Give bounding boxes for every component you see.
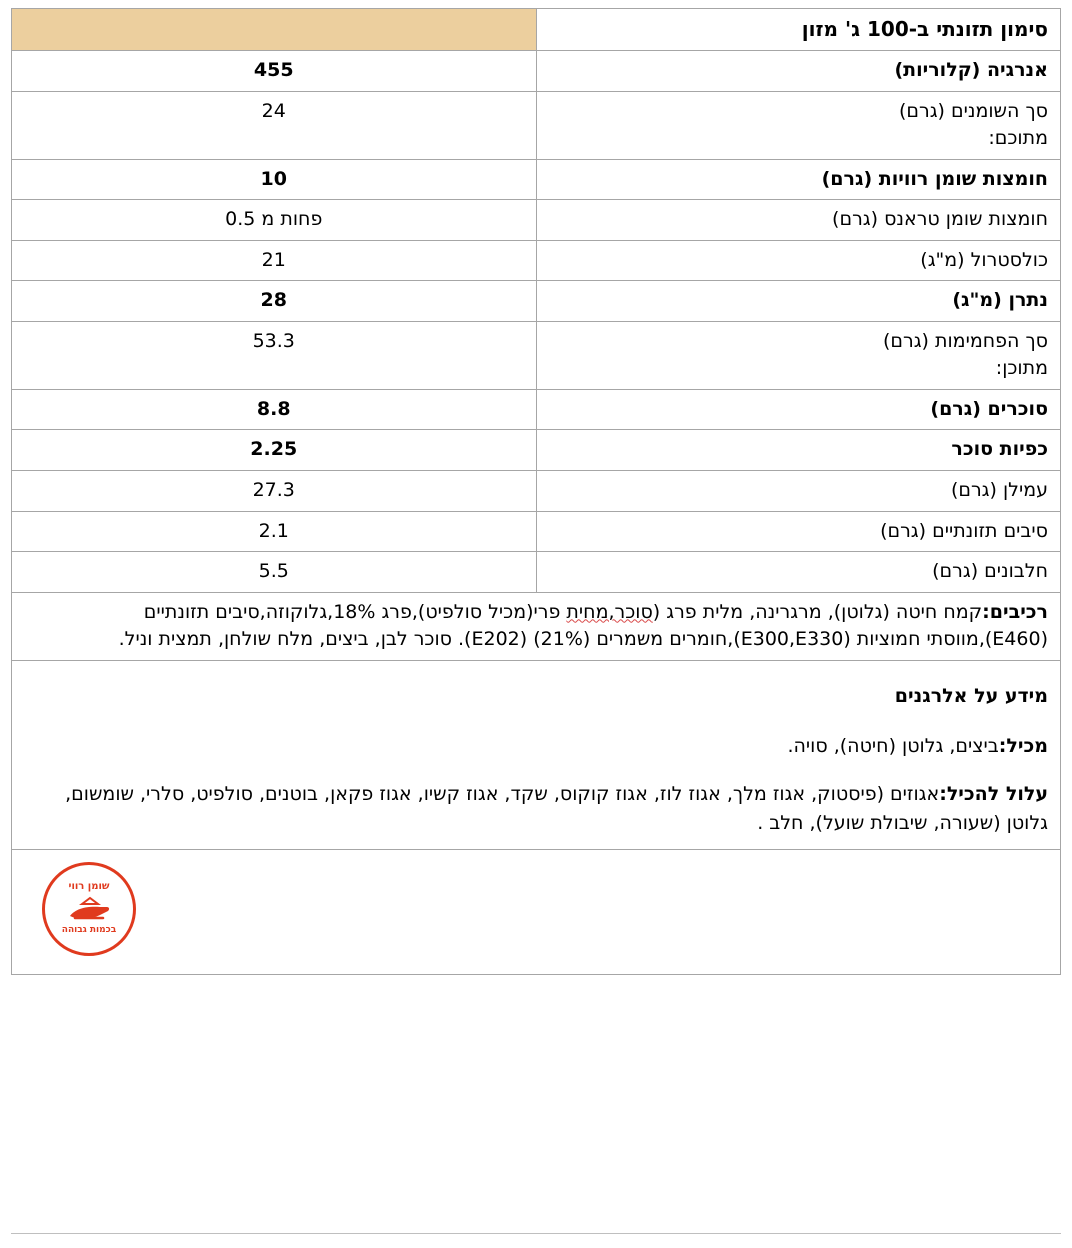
table-row bbox=[12, 91, 1061, 159]
page-bottom-divider bbox=[11, 1233, 1061, 1234]
allergens-may-contain-text: אגוזים (פיסטוק, אגוז מלך, אגוז לוז, אגוז קוקוס, שקד, אגוז קשיו, אגוז פקאן, בוטנים, סולפיט, סלרי, שומשום, גלוטן (שעורה, שיבולת שועל), חלב . bbox=[65, 782, 1048, 835]
stamp-cell bbox=[12, 849, 1061, 974]
nutrition-label-page bbox=[0, 8, 1072, 1248]
table-row bbox=[12, 552, 1061, 593]
row-label bbox=[536, 321, 1061, 389]
allergens-contains-line bbox=[24, 732, 1048, 761]
row-label: אנרגיה (קלוריות) bbox=[536, 51, 1061, 92]
table-row bbox=[12, 281, 1061, 322]
row-label: חלבונים (גרם) bbox=[536, 552, 1061, 593]
row-label: חומצות שומן טראנס (גרם) bbox=[536, 200, 1061, 241]
header-title-cell: סימון תזונתי ב-100 ג' מזון bbox=[536, 9, 1061, 51]
stamp-row bbox=[12, 849, 1061, 974]
nutrition-table-body bbox=[12, 9, 1061, 975]
row-label: חומצות שומן רוויות (גרם) bbox=[536, 159, 1061, 200]
row-label: כולסטרול (מ"ג) bbox=[536, 240, 1061, 281]
allergens-contains-separator: : bbox=[998, 735, 1007, 758]
row-label-note: מתוכן: bbox=[995, 357, 1048, 380]
row-label: עמילן (גרם) bbox=[536, 471, 1061, 512]
ingredients-title: רכיבים bbox=[989, 600, 1048, 623]
row-label-note: מתוכם: bbox=[988, 127, 1048, 150]
allergens-title: מידע על אלרגנים bbox=[894, 684, 1048, 707]
header-swatch-cell bbox=[12, 9, 537, 51]
table-row bbox=[12, 200, 1061, 241]
table-row bbox=[12, 321, 1061, 389]
table-row bbox=[12, 511, 1061, 552]
row-label: סיבים תזונתיים (גרם) bbox=[536, 511, 1061, 552]
table-header-row bbox=[12, 9, 1061, 51]
row-value: 53.3 bbox=[12, 321, 537, 389]
row-label: נתרן (מ"ג) bbox=[536, 281, 1061, 322]
allergens-row bbox=[12, 660, 1061, 849]
allergens-may-contain-separator: : bbox=[939, 782, 947, 805]
row-label-text: סך הפחמימות (גרם) bbox=[882, 329, 1048, 352]
ingredients-text-flagged: סוכר,מחית bbox=[566, 600, 653, 623]
row-value: 21 bbox=[12, 240, 537, 281]
table-row bbox=[12, 159, 1061, 200]
row-value: 2.1 bbox=[12, 511, 537, 552]
table-row bbox=[12, 430, 1061, 471]
allergens-contains-label: מכיל bbox=[1006, 735, 1048, 758]
row-value: 24 bbox=[12, 91, 537, 159]
row-value: פחות מ 0.5 bbox=[12, 200, 537, 241]
nutrition-table bbox=[11, 8, 1061, 975]
row-label: סוכרים (גרם) bbox=[536, 389, 1061, 430]
row-value: 28 bbox=[12, 281, 537, 322]
row-value: 5.5 bbox=[12, 552, 537, 593]
row-value: 10 bbox=[12, 159, 537, 200]
table-row bbox=[12, 389, 1061, 430]
ingredients-cell bbox=[12, 592, 1061, 660]
stamp-container bbox=[24, 856, 1048, 968]
ingredients-text-before: קמח חיטה (גלוטן), מרגרינה, מלית פרג ( bbox=[652, 600, 983, 623]
row-label bbox=[536, 91, 1061, 159]
row-value: 455 bbox=[12, 51, 537, 92]
allergens-contains-text: ביצים, גלוטן (חיטה), סויה. bbox=[787, 735, 999, 758]
ingredients-row bbox=[12, 592, 1061, 660]
table-row bbox=[12, 471, 1061, 512]
row-label-text: סך השומנים (גרם) bbox=[898, 99, 1048, 122]
row-value: 27.3 bbox=[12, 471, 537, 512]
high-saturated-fat-warning-stamp bbox=[42, 862, 136, 956]
allergens-may-contain-line bbox=[24, 780, 1048, 839]
ingredients-text-after: פרי(מכיל סולפיט),פרג 18%,גלוקוזה,סיבים תזונתיים (E460),מווסתי חמוציות (E300,E330),חומרים משמרים (21%) (E202). סוכר לבן, ביצים, מלח שולחן, תמצית וניל. bbox=[118, 600, 1048, 651]
row-value: 8.8 bbox=[12, 389, 537, 430]
table-row bbox=[12, 240, 1061, 281]
stamp-top-text: שומן רווי bbox=[68, 880, 110, 892]
ingredients-separator: : bbox=[982, 600, 990, 623]
row-label: כפיות סוכר bbox=[536, 430, 1061, 471]
allergens-cell bbox=[12, 660, 1061, 849]
allergens-may-contain-label: עלול להכיל bbox=[946, 782, 1048, 805]
stamp-bottom-text: בכמות גבוהה bbox=[61, 924, 117, 935]
row-value: 2.25 bbox=[12, 430, 537, 471]
butter-spoon-icon bbox=[66, 894, 112, 924]
table-row bbox=[12, 51, 1061, 92]
